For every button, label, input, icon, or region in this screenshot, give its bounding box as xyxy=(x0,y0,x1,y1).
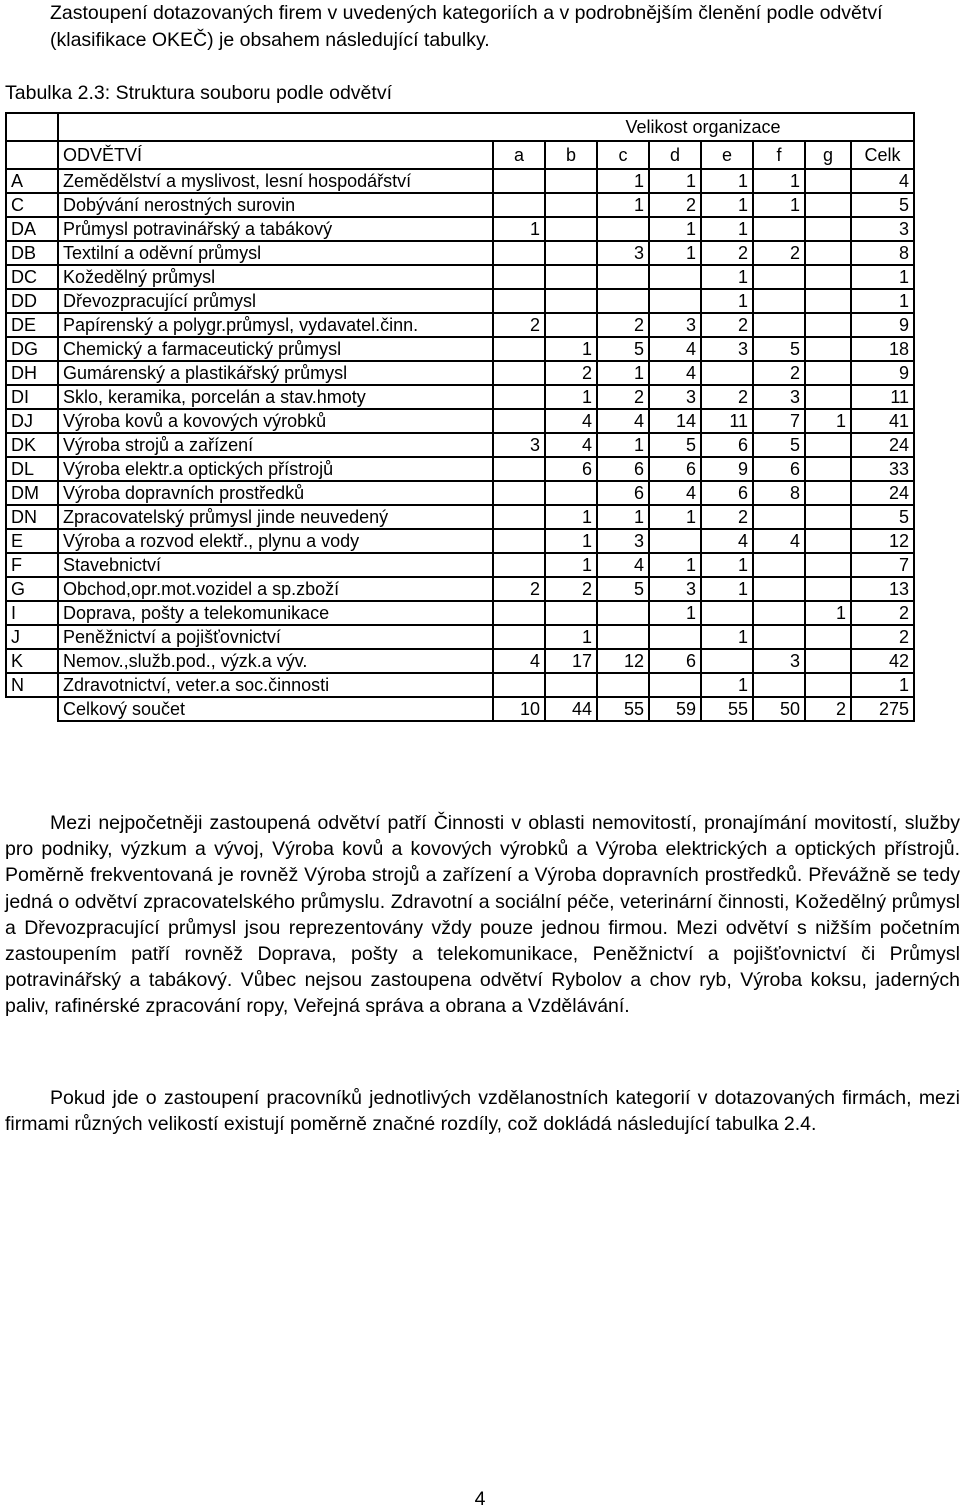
row-value-c: 5 xyxy=(597,577,649,601)
intro-paragraph: Zastoupení dotazovaných firem v uvedených kategoriích a v podrobnějším členění podle odvětví (klasifikace OKEČ) je obsahem následující tabulky. xyxy=(50,2,883,51)
row-value-b: 6 xyxy=(545,457,597,481)
table-row xyxy=(6,505,914,529)
row-value-g xyxy=(805,289,851,313)
row-value-c: 1 xyxy=(597,361,649,385)
row-value-g xyxy=(805,361,851,385)
row-code: DH xyxy=(6,361,58,385)
row-value-c: 3 xyxy=(597,241,649,265)
row-value-d: 3 xyxy=(649,313,701,337)
row-total: 42 xyxy=(851,649,914,673)
row-value-c xyxy=(597,673,649,697)
row-value-d: 6 xyxy=(649,457,701,481)
row-value-f: 50 xyxy=(753,697,805,721)
row-value-e: 1 xyxy=(701,553,753,577)
industry-structure-table xyxy=(5,112,915,722)
row-value-g xyxy=(805,265,851,289)
row-value-c xyxy=(597,601,649,625)
table-row xyxy=(6,625,914,649)
row-industry-name: Obchod,opr.mot.vozidel a sp.zboží xyxy=(58,577,493,601)
row-value-g xyxy=(805,457,851,481)
row-value-e: 1 xyxy=(701,193,753,217)
row-value-e: 1 xyxy=(701,625,753,649)
row-value-a: 2 xyxy=(493,313,545,337)
table-row xyxy=(6,289,914,313)
row-total: 9 xyxy=(851,313,914,337)
row-total: 8 xyxy=(851,241,914,265)
row-total: 12 xyxy=(851,529,914,553)
row-value-b: 1 xyxy=(545,337,597,361)
row-value-d xyxy=(649,265,701,289)
row-industry-name: Výroba dopravních prostředků xyxy=(58,481,493,505)
row-value-f: 2 xyxy=(753,361,805,385)
row-value-a xyxy=(493,193,545,217)
row-value-a xyxy=(493,457,545,481)
row-value-f xyxy=(753,553,805,577)
row-value-e xyxy=(701,361,753,385)
row-value-g xyxy=(805,385,851,409)
row-value-e: 1 xyxy=(701,577,753,601)
row-code: DL xyxy=(6,457,58,481)
row-value-c: 12 xyxy=(597,649,649,673)
row-value-b: 2 xyxy=(545,577,597,601)
odvetvi-header: ODVĚTVÍ xyxy=(58,141,493,169)
row-value-e: 4 xyxy=(701,529,753,553)
table-row xyxy=(6,361,914,385)
row-industry-name: Gumárenský a plastikářský průmysl xyxy=(58,361,493,385)
row-value-b: 4 xyxy=(545,409,597,433)
row-value-f: 6 xyxy=(753,457,805,481)
row-value-c xyxy=(597,217,649,241)
row-value-d: 6 xyxy=(649,649,701,673)
table-row xyxy=(6,649,914,673)
row-value-c: 1 xyxy=(597,193,649,217)
row-code: C xyxy=(6,193,58,217)
row-value-a: 2 xyxy=(493,577,545,601)
row-value-b xyxy=(545,481,597,505)
row-value-a xyxy=(493,481,545,505)
row-industry-name: Chemický a farmaceutický průmysl xyxy=(58,337,493,361)
table-row xyxy=(6,577,914,601)
row-value-b: 1 xyxy=(545,625,597,649)
row-industry-name: Kožedělný průmysl xyxy=(58,265,493,289)
row-value-e: 9 xyxy=(701,457,753,481)
table-row xyxy=(6,169,914,193)
row-value-c xyxy=(597,265,649,289)
row-value-c xyxy=(597,289,649,313)
row-value-d xyxy=(649,289,701,313)
row-value-g xyxy=(805,337,851,361)
size-group-header: Velikost organizace xyxy=(493,113,914,141)
table-caption: Tabulka 2.3: Struktura souboru podle odvětví xyxy=(5,82,392,104)
row-value-e: 3 xyxy=(701,337,753,361)
table-row xyxy=(6,241,914,265)
row-value-b: 1 xyxy=(545,385,597,409)
row-industry-name: Výroba kovů a kovových výrobků xyxy=(58,409,493,433)
row-value-e: 1 xyxy=(701,265,753,289)
table-row xyxy=(6,457,914,481)
row-total: 275 xyxy=(851,697,914,721)
row-total: 1 xyxy=(851,289,914,313)
row-value-a: 10 xyxy=(493,697,545,721)
row-code: I xyxy=(6,601,58,625)
row-value-d: 2 xyxy=(649,193,701,217)
row-code xyxy=(6,697,58,721)
row-value-b: 1 xyxy=(545,505,597,529)
row-value-e: 1 xyxy=(701,217,753,241)
row-value-g xyxy=(805,673,851,697)
row-value-g: 2 xyxy=(805,697,851,721)
row-value-g xyxy=(805,217,851,241)
row-industry-name: Zpracovatelský průmysl jinde neuvedený xyxy=(58,505,493,529)
row-value-a xyxy=(493,241,545,265)
row-industry-name: Zdravotnictví, veter.a soc.činnosti xyxy=(58,673,493,697)
row-value-f xyxy=(753,601,805,625)
row-value-d: 1 xyxy=(649,553,701,577)
row-value-g xyxy=(805,169,851,193)
row-value-g xyxy=(805,433,851,457)
row-value-e: 1 xyxy=(701,289,753,313)
table-row xyxy=(6,337,914,361)
row-value-a xyxy=(493,385,545,409)
row-code: DN xyxy=(6,505,58,529)
row-total: 41 xyxy=(851,409,914,433)
row-total: 33 xyxy=(851,457,914,481)
row-industry-name: Celkový součet xyxy=(58,697,493,721)
row-value-b: 2 xyxy=(545,361,597,385)
row-value-f: 5 xyxy=(753,433,805,457)
row-value-f xyxy=(753,289,805,313)
row-code: K xyxy=(6,649,58,673)
row-code: G xyxy=(6,577,58,601)
row-value-e: 2 xyxy=(701,385,753,409)
row-value-a xyxy=(493,409,545,433)
row-total: 24 xyxy=(851,433,914,457)
row-value-c: 6 xyxy=(597,457,649,481)
row-value-f: 7 xyxy=(753,409,805,433)
row-value-e: 1 xyxy=(701,673,753,697)
row-value-c: 5 xyxy=(597,337,649,361)
row-value-a xyxy=(493,265,545,289)
blank-cell xyxy=(6,141,58,169)
row-total: 5 xyxy=(851,193,914,217)
row-value-d: 3 xyxy=(649,577,701,601)
row-value-g xyxy=(805,553,851,577)
row-value-e: 6 xyxy=(701,481,753,505)
row-value-d: 1 xyxy=(649,169,701,193)
row-total: 13 xyxy=(851,577,914,601)
row-code: DM xyxy=(6,481,58,505)
row-total: 4 xyxy=(851,169,914,193)
row-value-b xyxy=(545,217,597,241)
row-value-a xyxy=(493,529,545,553)
row-code: DB xyxy=(6,241,58,265)
row-value-b xyxy=(545,601,597,625)
row-value-g: 1 xyxy=(805,409,851,433)
table-row xyxy=(6,553,914,577)
size-header-d: d xyxy=(649,141,701,169)
row-value-d: 4 xyxy=(649,337,701,361)
row-value-d: 4 xyxy=(649,481,701,505)
row-value-b: 1 xyxy=(545,553,597,577)
size-header-f: f xyxy=(753,141,805,169)
row-value-c: 2 xyxy=(597,385,649,409)
row-code: A xyxy=(6,169,58,193)
row-value-b: 44 xyxy=(545,697,597,721)
row-total: 7 xyxy=(851,553,914,577)
row-value-f xyxy=(753,673,805,697)
row-value-e: 11 xyxy=(701,409,753,433)
row-value-d: 1 xyxy=(649,217,701,241)
row-value-g xyxy=(805,193,851,217)
row-value-g xyxy=(805,241,851,265)
table-row xyxy=(6,601,914,625)
row-value-f: 4 xyxy=(753,529,805,553)
row-industry-name: Dřevozpracující průmysl xyxy=(58,289,493,313)
row-value-g xyxy=(805,481,851,505)
row-value-a xyxy=(493,673,545,697)
row-value-b xyxy=(545,169,597,193)
row-industry-name: Zemědělství a myslivost, lesní hospodářství xyxy=(58,169,493,193)
row-industry-name: Dobývání nerostných surovin xyxy=(58,193,493,217)
page-number: 4 xyxy=(474,1488,486,1510)
paragraph-summary: Mezi nejpočetněji zastoupená odvětví patří Činnosti v oblasti nemovitostí, pronajímání movitostí, služby pro podniky, výzkum a vývoj, Výroba kovů a kovových výrobků a Výroba elektrických a optických přístrojů. Poměrně frekventovaná je rovněž Výroba strojů a zařízení a Výroba dopravních prostředků. Převážně se tedy jedná o odvětví zpracovatelského průmyslu. Zdravotní a sociální péče, veterinární činnosti, Kožedělný průmysl a Dřevozpracující průmysl jsou reprezentovány vždy pouze jednou firmou. Mezi odvětví s nižším početním zastoupením patří rovněž Doprava, pošty a telekomunikace, Peněžnictví a pojišťovnictví či Průmysl potravinářský a tabákový. Vůbec nejsou zastoupena odvětví Rybolov a chov ryb, Výroba koksu, jaderných paliv, rafinérské zpracování ropy, Veřejná správa a obrana a Vzdělávání. xyxy=(5,812,960,1018)
row-code: DJ xyxy=(6,409,58,433)
row-value-f xyxy=(753,505,805,529)
size-header-b: b xyxy=(545,141,597,169)
row-value-a xyxy=(493,553,545,577)
paragraph-transition: Pokud jde o zastoupení pracovníků jednotlivých vzdělanostních kategorií v dotazovaných firmách, mezi firmami různých velikostí existují poměrně značné rozdíly, což dokládá následující tabulka 2.4. xyxy=(5,1087,960,1136)
row-value-d xyxy=(649,625,701,649)
size-header-e: e xyxy=(701,141,753,169)
row-value-e: 1 xyxy=(701,169,753,193)
table-row xyxy=(6,409,914,433)
row-value-g xyxy=(805,313,851,337)
group-header-row xyxy=(6,113,914,141)
row-value-f xyxy=(753,265,805,289)
blank-cell xyxy=(6,113,58,141)
row-value-c: 1 xyxy=(597,169,649,193)
row-value-b xyxy=(545,193,597,217)
row-value-c: 55 xyxy=(597,697,649,721)
row-code: DE xyxy=(6,313,58,337)
row-code: DK xyxy=(6,433,58,457)
row-industry-name: Papírenský a polygr.průmysl, vydavatel.činn. xyxy=(58,313,493,337)
row-value-g xyxy=(805,649,851,673)
row-code: F xyxy=(6,553,58,577)
row-value-d xyxy=(649,673,701,697)
row-value-e: 2 xyxy=(701,505,753,529)
row-value-e: 2 xyxy=(701,241,753,265)
row-code: DC xyxy=(6,265,58,289)
row-value-d: 5 xyxy=(649,433,701,457)
row-value-c: 4 xyxy=(597,409,649,433)
row-industry-name: Výroba strojů a zařízení xyxy=(58,433,493,457)
row-value-f: 1 xyxy=(753,193,805,217)
row-total: 18 xyxy=(851,337,914,361)
row-value-e xyxy=(701,649,753,673)
table-row xyxy=(6,385,914,409)
total-header: Celk xyxy=(851,141,914,169)
row-value-c: 4 xyxy=(597,553,649,577)
row-value-a xyxy=(493,361,545,385)
row-value-d: 14 xyxy=(649,409,701,433)
row-value-d xyxy=(649,529,701,553)
row-value-f: 8 xyxy=(753,481,805,505)
row-total: 2 xyxy=(851,601,914,625)
row-value-e xyxy=(701,601,753,625)
row-value-g: 1 xyxy=(805,601,851,625)
size-header-a: a xyxy=(493,141,545,169)
row-total: 1 xyxy=(851,265,914,289)
table-row xyxy=(6,481,914,505)
row-value-f: 5 xyxy=(753,337,805,361)
row-value-a: 4 xyxy=(493,649,545,673)
row-code: J xyxy=(6,625,58,649)
row-total: 9 xyxy=(851,361,914,385)
row-total: 1 xyxy=(851,673,914,697)
row-code: N xyxy=(6,673,58,697)
row-value-g xyxy=(805,505,851,529)
row-industry-name: Průmysl potravinářský a tabákový xyxy=(58,217,493,241)
row-code: DD xyxy=(6,289,58,313)
row-value-a xyxy=(493,169,545,193)
row-total: 3 xyxy=(851,217,914,241)
row-industry-name: Výroba elektr.a optických přístrojů xyxy=(58,457,493,481)
row-industry-name: Peněžnictví a pojišťovnictví xyxy=(58,625,493,649)
row-value-b xyxy=(545,241,597,265)
row-value-b: 4 xyxy=(545,433,597,457)
size-header-c: c xyxy=(597,141,649,169)
row-value-e: 6 xyxy=(701,433,753,457)
row-code: DA xyxy=(6,217,58,241)
row-value-d: 1 xyxy=(649,601,701,625)
row-industry-name: Textilní a oděvní průmysl xyxy=(58,241,493,265)
table-row xyxy=(6,673,914,697)
row-value-f: 3 xyxy=(753,649,805,673)
row-industry-name: Nemov.,služb.pod., výzk.a výv. xyxy=(58,649,493,673)
row-value-f xyxy=(753,217,805,241)
row-value-c: 6 xyxy=(597,481,649,505)
row-value-g xyxy=(805,529,851,553)
row-value-d: 3 xyxy=(649,385,701,409)
row-value-f: 1 xyxy=(753,169,805,193)
row-value-d: 59 xyxy=(649,697,701,721)
table-row xyxy=(6,193,914,217)
row-value-e: 55 xyxy=(701,697,753,721)
total-row xyxy=(6,697,914,721)
row-value-d: 1 xyxy=(649,505,701,529)
row-value-d: 1 xyxy=(649,241,701,265)
row-value-b xyxy=(545,265,597,289)
row-value-a xyxy=(493,625,545,649)
row-value-a: 3 xyxy=(493,433,545,457)
blank-cell xyxy=(58,113,493,141)
row-value-f xyxy=(753,625,805,649)
size-header-g: g xyxy=(805,141,851,169)
row-value-a: 1 xyxy=(493,217,545,241)
row-value-a xyxy=(493,337,545,361)
row-value-g xyxy=(805,577,851,601)
row-value-f: 3 xyxy=(753,385,805,409)
row-value-b: 17 xyxy=(545,649,597,673)
row-value-a xyxy=(493,289,545,313)
row-value-d: 4 xyxy=(649,361,701,385)
row-value-f: 2 xyxy=(753,241,805,265)
row-value-b xyxy=(545,289,597,313)
row-code: DI xyxy=(6,385,58,409)
row-code: DG xyxy=(6,337,58,361)
row-value-c: 2 xyxy=(597,313,649,337)
row-industry-name: Stavebnictví xyxy=(58,553,493,577)
row-value-c: 3 xyxy=(597,529,649,553)
row-industry-name: Doprava, pošty a telekomunikace xyxy=(58,601,493,625)
table-row xyxy=(6,433,914,457)
row-total: 2 xyxy=(851,625,914,649)
row-value-c xyxy=(597,625,649,649)
row-value-b xyxy=(545,673,597,697)
row-value-c: 1 xyxy=(597,433,649,457)
column-header-row xyxy=(6,141,914,169)
row-value-e: 2 xyxy=(701,313,753,337)
row-value-f xyxy=(753,577,805,601)
row-value-b: 1 xyxy=(545,529,597,553)
row-value-a xyxy=(493,505,545,529)
row-total: 5 xyxy=(851,505,914,529)
table-row xyxy=(6,313,914,337)
row-total: 24 xyxy=(851,481,914,505)
row-value-c: 1 xyxy=(597,505,649,529)
row-code: E xyxy=(6,529,58,553)
table-row xyxy=(6,265,914,289)
table-row xyxy=(6,217,914,241)
row-value-b xyxy=(545,313,597,337)
row-industry-name: Sklo, keramika, porcelán a stav.hmoty xyxy=(58,385,493,409)
row-value-f xyxy=(753,313,805,337)
row-value-a xyxy=(493,601,545,625)
table-row xyxy=(6,529,914,553)
row-value-g xyxy=(805,625,851,649)
row-industry-name: Výroba a rozvod elektř., plynu a vody xyxy=(58,529,493,553)
row-total: 11 xyxy=(851,385,914,409)
